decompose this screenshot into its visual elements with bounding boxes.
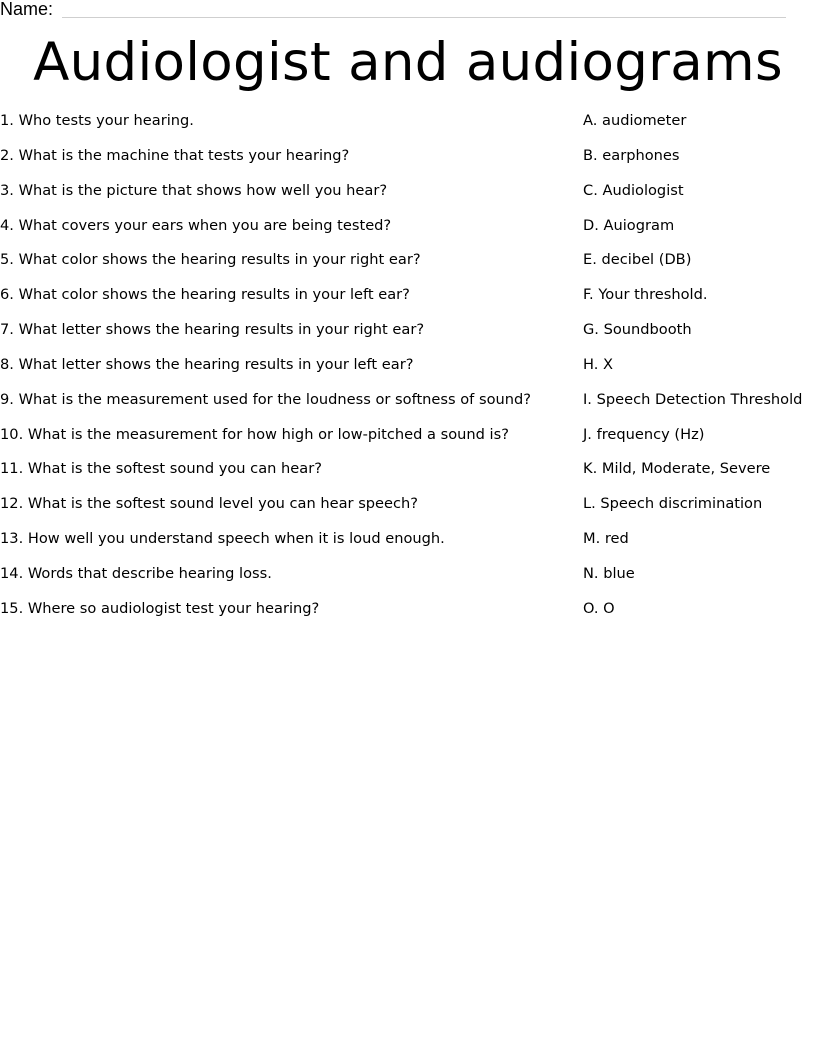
answer-item: N. blue xyxy=(583,564,635,582)
worksheet-title: Audiologist and audiograms xyxy=(33,32,783,93)
question-item: 1. Who tests your hearing. xyxy=(0,112,194,129)
answer-item: G. Soundbooth xyxy=(583,321,692,339)
answer-item: O. O xyxy=(583,599,615,617)
question-item: 6. What color shows the hearing results in your left ear? xyxy=(0,286,410,304)
question-item: 9. What is the measurement used for the loudness or softness of sound? xyxy=(0,390,532,408)
answer-item: M. red xyxy=(583,530,629,548)
answer-list xyxy=(583,110,816,633)
answer-item: I. Speech Detection Threshold xyxy=(583,390,803,408)
question-item: 10. What is the measurement for how high or low-pitched a sound is? xyxy=(0,425,509,443)
question-list xyxy=(0,110,570,633)
answer-item: F. Your threshold. xyxy=(583,286,708,304)
question-item: 3. What is the picture that shows how well you hear? xyxy=(0,181,388,199)
question-item: 14. Words that describe hearing loss. xyxy=(0,564,272,582)
question-item: 7. What letter shows the hearing results in your right ear? xyxy=(0,321,425,339)
question-item: 13. How well you understand speech when it is loud enough. xyxy=(0,530,445,548)
answer-item: C. Audiologist xyxy=(583,181,684,199)
answer-item: B. earphones xyxy=(583,146,680,164)
question-item: 4. What covers your ears when you are being tested? xyxy=(0,216,392,234)
answer-item: J. frequency (Hz) xyxy=(583,425,705,443)
answer-item: E. decibel (DB) xyxy=(583,251,692,269)
question-item: 8. What letter shows the hearing results in your left ear? xyxy=(0,355,414,373)
answer-item: H. X xyxy=(583,355,613,373)
answer-item: A. audiometer xyxy=(583,112,687,129)
name-field-row xyxy=(0,0,816,22)
answer-item: K. Mild, Moderate, Severe xyxy=(583,460,771,478)
question-item: 5. What color shows the hearing results in your right ear? xyxy=(0,251,421,269)
answer-item: L. Speech discrimination xyxy=(583,495,763,513)
name-blank-line[interactable] xyxy=(62,17,786,18)
question-item: 15. Where so audiologist test your hearing? xyxy=(0,599,320,617)
answer-item: D. Auiogram xyxy=(583,216,675,234)
question-item: 11. What is the softest sound you can hear? xyxy=(0,460,322,478)
question-item: 12. What is the softest sound level you can hear speech? xyxy=(0,495,419,513)
question-item: 2. What is the machine that tests your hearing? xyxy=(0,146,350,164)
name-label: Name: xyxy=(0,0,54,19)
